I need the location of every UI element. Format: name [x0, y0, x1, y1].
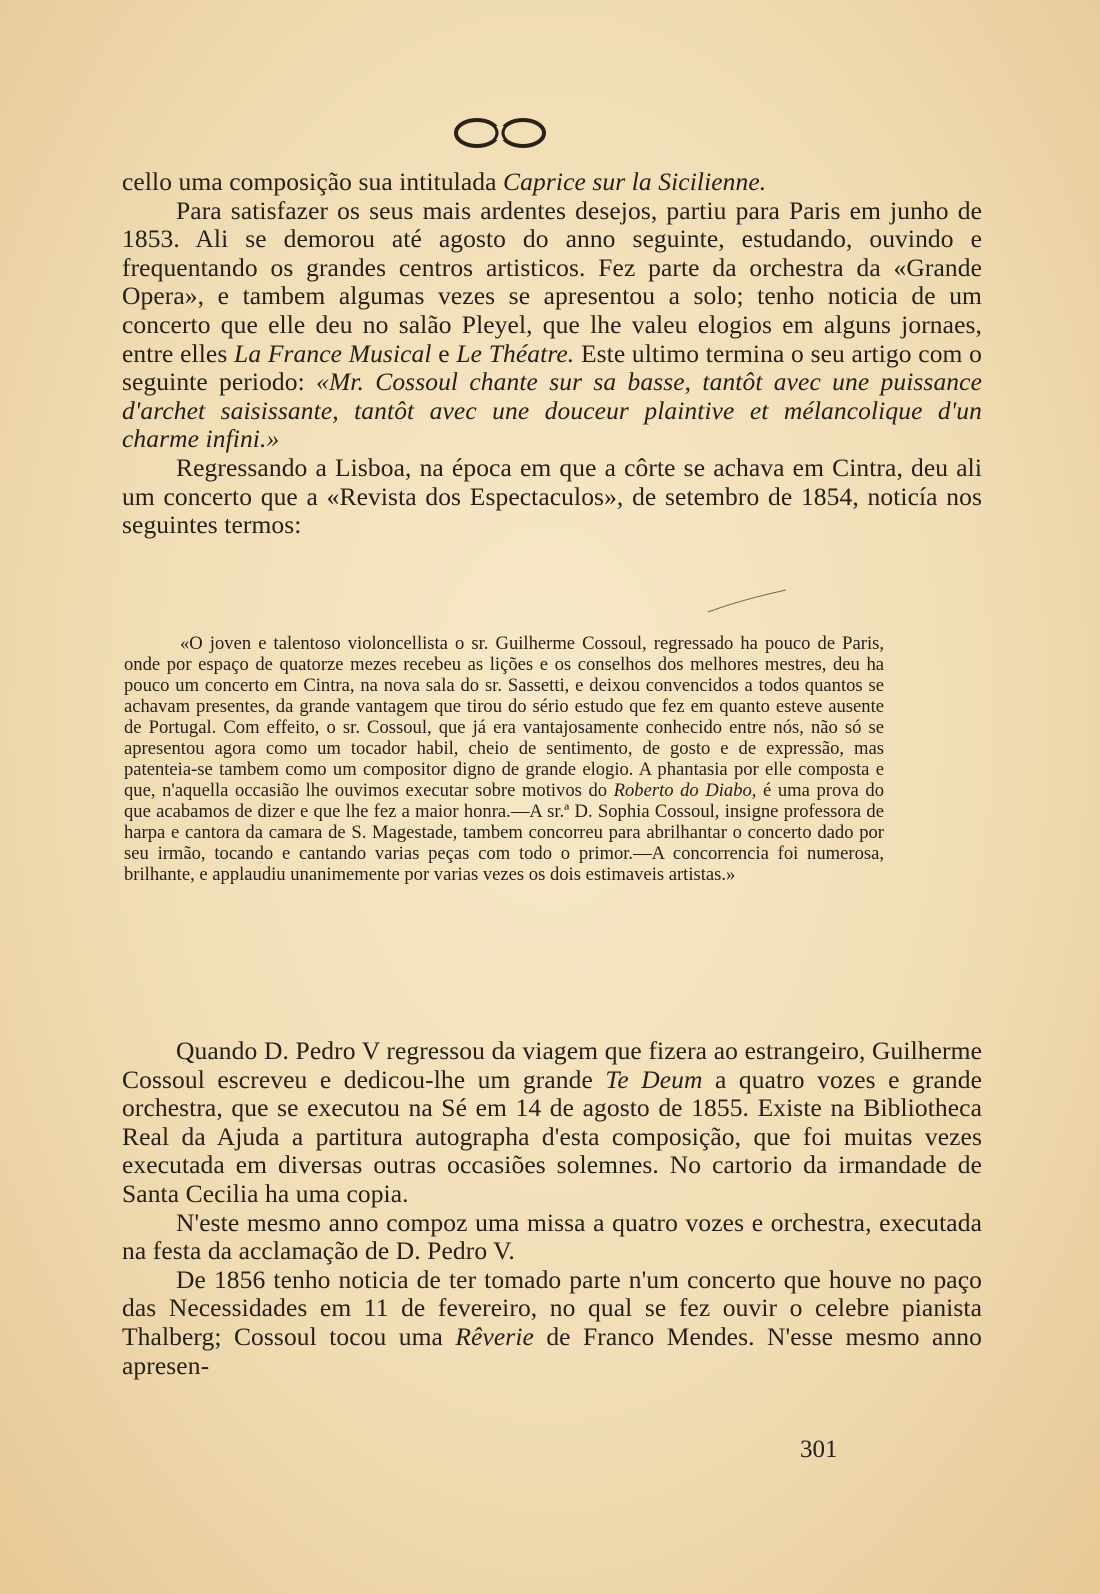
text-run: Este ultimo termina o seu artigo com o seguinte periodo: [122, 338, 982, 397]
text-run: é uma prova do que acabamos de dizer e que lhe fez a maior honra.—A sr.ª D. Sophia Cossoul, insigne professora de harpa e cantora da camara de S. Magestade, tambem concorreu para abrilhantar o concerto dado por seu irmão, tocando e cantando varias peças com todo o primor.—A concorrencia foi numerosa, brilhante, e applaudiu unanimemente por varias vezes os dois estimaveis artistas.» [124, 780, 884, 885]
italic-title: Roberto do Diabo, [613, 780, 757, 801]
paragraph-1856 [122, 1266, 982, 1380]
ornament-scroll-icon [450, 112, 550, 154]
text-run: Quando D. Pedro V regressou da viagem que fizera ao estrangeiro, Guilherme Cossoul escreveu e dedicou-lhe um grande [122, 1036, 982, 1094]
text-run: De 1856 tenho noticia de ter tomado parte n'um concerto que houve no paço das Necessidades em 11 de fevereiro, no qual se fez ouvir o celebre pianista Thalberg; Cossoul tocou uma [122, 1264, 982, 1351]
text-block-top [122, 168, 982, 540]
paragraph-paris [122, 197, 982, 454]
text-block-bottom [122, 1037, 982, 1380]
paragraph-lisboa: Regressando a Lisboa, na época em que a côrte se achava em Cintra, deu ali um concerto que a «Revista dos Espectaculos», de setembro de 1854, noticía nos seguintes termos: [122, 452, 982, 540]
paragraph-continuation [122, 168, 982, 197]
paragraph-te-deum [122, 1037, 982, 1209]
block-quotation [124, 633, 884, 885]
italic-journal: La France Musical [234, 338, 432, 368]
text-run: a quatro vozes e grande orchestra, que se executou na Sé em 14 de agosto de 1855. Existe na Bibliotheca Real da Ajuda a partitura autographa d'esta composição, que foi muitas vezes executada em diversas outras occasiões solemnes. No cartorio da irmandade de Santa Cecilia ha uma copia. [122, 1064, 983, 1208]
text-run: de Franco Mendes. N'esse mesmo anno apresen- [122, 1321, 982, 1380]
italic-quotation: «Mr. Cossoul chante sur sa basse, tantôt avec une puissance d'archet saisissante, tantôt avec une douceur plaintive et mélancolique d'un charme infini.» [122, 367, 982, 454]
italic-title: Rêverie [455, 1321, 534, 1351]
pencil-mark [700, 588, 790, 618]
paragraph-missa: N'este mesmo anno compoz uma missa a quatro vozes e orchestra, executada na festa da acclamação de D. Pedro V. [122, 1207, 982, 1266]
text-run: cello uma composição sua intitulada [122, 167, 504, 196]
text-run: «O joven e talentoso violoncellista o sr. Guilherme Cossoul, regressado ha pouco de Paris, onde por espaço de quatorze mezes recebeu as lições e os conselhos dos melhores mestres, deu ha pouco um concerto em Cintra, na nova sala do sr. Sassetti, e deixou convencidos a todos quantos se achavam presentes, da grande vantagem que tirou do sério estudo que fez em quanto esteve ausente de Portugal. Com effeito, o sr. Cossoul, que já era vantajosamente conhecido entre nós, não só se apresentou agora como um tocador habil, cheio de sentimento, de gosto e de expressão, mas patenteia-se tambem como um compositor digno de grande elogio. A phantasia por elle composta e que, n'aquella occasião lhe ouvimos executar sobre motivos do [124, 633, 884, 801]
page-number: 301 [800, 1436, 838, 1463]
text-run: Para satisfazer os seus mais ardentes desejos, partiu para Paris em junho de 1853. Ali se demorou até agosto do anno seguinte, estudando, ouvindo e frequentando os grandes centros artisticos. Fez parte da orchestra da «Grande Opera», e tambem algumas vezes se apresentou a solo; tenho noticia de um concerto que elle deu no salão Pleyel, que lhe valeu elogios em alguns jornaes, entre elles [122, 195, 982, 368]
italic-title: Te Deum [605, 1064, 703, 1094]
italic-journal: Le Théatre. [456, 338, 575, 368]
italic-title: Caprice sur la Sicilienne. [503, 167, 767, 196]
text-run: e [431, 338, 457, 368]
quotation-paragraph [124, 633, 884, 885]
